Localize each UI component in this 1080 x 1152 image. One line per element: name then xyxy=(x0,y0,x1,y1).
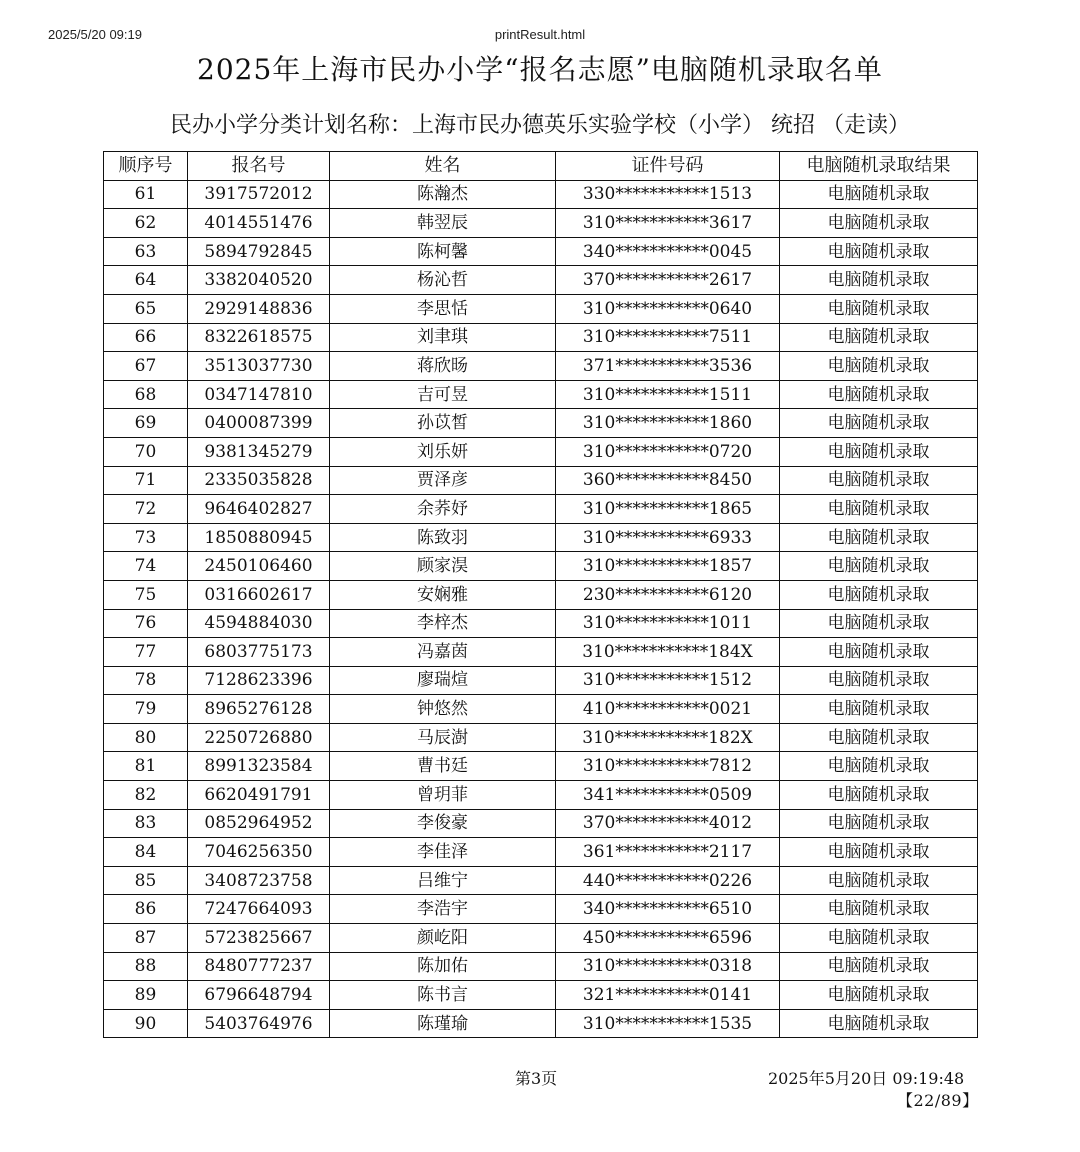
cell-sequence: 70 xyxy=(104,437,188,466)
cell-registration-number: 3408723758 xyxy=(188,866,330,895)
table-row xyxy=(104,209,978,238)
cell-id-number: 330***********1513 xyxy=(556,180,780,209)
cell-id-number: 370***********2617 xyxy=(556,266,780,295)
admission-table xyxy=(103,151,978,1038)
cell-registration-number: 7046256350 xyxy=(188,838,330,867)
table-row xyxy=(104,981,978,1010)
cell-name: 陈柯馨 xyxy=(330,237,556,266)
cell-id-number: 340***********6510 xyxy=(556,895,780,924)
cell-registration-number: 2450106460 xyxy=(188,552,330,581)
table-row xyxy=(104,866,978,895)
cell-registration-number: 0852964952 xyxy=(188,809,330,838)
cell-name: 李梓杰 xyxy=(330,609,556,638)
print-filename: printResult.html xyxy=(494,27,586,42)
cell-registration-number: 2250726880 xyxy=(188,723,330,752)
cell-id-number: 310***********1860 xyxy=(556,409,780,438)
cell-id-number: 310***********1865 xyxy=(556,495,780,524)
cell-registration-number: 2929148836 xyxy=(188,294,330,323)
cell-name: 韩翌辰 xyxy=(330,209,556,238)
table-row xyxy=(104,809,978,838)
cell-registration-number: 8965276128 xyxy=(188,695,330,724)
cell-result: 电脑随机录取 xyxy=(780,1009,978,1038)
cell-sequence: 77 xyxy=(104,638,188,667)
cell-id-number: 310***********1857 xyxy=(556,552,780,581)
generated-timestamp: 2025年5月20日 09:19:48 xyxy=(768,1069,965,1088)
cell-name: 贾泽彦 xyxy=(330,466,556,495)
cell-sequence: 79 xyxy=(104,695,188,724)
cell-registration-number: 6803775173 xyxy=(188,638,330,667)
cell-registration-number: 5894792845 xyxy=(188,237,330,266)
table-row xyxy=(104,466,978,495)
cell-sequence: 78 xyxy=(104,666,188,695)
cell-id-number: 310***********182X xyxy=(556,723,780,752)
cell-name: 曹书廷 xyxy=(330,752,556,781)
table-row xyxy=(104,924,978,953)
cell-id-number: 360***********8450 xyxy=(556,466,780,495)
cell-result: 电脑随机录取 xyxy=(780,866,978,895)
cell-sequence: 65 xyxy=(104,294,188,323)
table-row xyxy=(104,609,978,638)
table-row xyxy=(104,723,978,752)
table-row xyxy=(104,294,978,323)
document-count: 【22/89】 xyxy=(897,1091,979,1110)
cell-id-number: 310***********1511 xyxy=(556,380,780,409)
cell-sequence: 64 xyxy=(104,266,188,295)
cell-result: 电脑随机录取 xyxy=(780,209,978,238)
header-result: 电脑随机录取结果 xyxy=(780,152,978,181)
cell-name: 陈书言 xyxy=(330,981,556,1010)
cell-name: 蒋欣旸 xyxy=(330,352,556,381)
cell-result: 电脑随机录取 xyxy=(780,952,978,981)
cell-id-number: 310***********1535 xyxy=(556,1009,780,1038)
cell-id-number: 310***********6933 xyxy=(556,523,780,552)
cell-sequence: 86 xyxy=(104,895,188,924)
cell-name: 李俊豪 xyxy=(330,809,556,838)
cell-name: 吕维宁 xyxy=(330,866,556,895)
cell-name: 冯嘉茵 xyxy=(330,638,556,667)
cell-name: 安娴雅 xyxy=(330,580,556,609)
table-row xyxy=(104,695,978,724)
cell-registration-number: 0347147810 xyxy=(188,380,330,409)
cell-name: 吉可昱 xyxy=(330,380,556,409)
cell-id-number: 310***********1011 xyxy=(556,609,780,638)
cell-result: 电脑随机录取 xyxy=(780,523,978,552)
cell-result: 电脑随机录取 xyxy=(780,638,978,667)
cell-id-number: 410***********0021 xyxy=(556,695,780,724)
cell-registration-number: 5403764976 xyxy=(188,1009,330,1038)
cell-id-number: 310***********7812 xyxy=(556,752,780,781)
cell-registration-number: 1850880945 xyxy=(188,523,330,552)
cell-registration-number: 2335035828 xyxy=(188,466,330,495)
cell-result: 电脑随机录取 xyxy=(780,380,978,409)
cell-result: 电脑随机录取 xyxy=(780,437,978,466)
table-row xyxy=(104,838,978,867)
document-title: 2025年上海市民办小学“报名志愿”电脑随机录取名单 xyxy=(197,53,883,86)
cell-registration-number: 0400087399 xyxy=(188,409,330,438)
cell-registration-number: 3513037730 xyxy=(188,352,330,381)
cell-registration-number: 8322618575 xyxy=(188,323,330,352)
header-id-number: 证件号码 xyxy=(556,152,780,181)
table-row xyxy=(104,952,978,981)
cell-result: 电脑随机录取 xyxy=(780,323,978,352)
table-row xyxy=(104,323,978,352)
print-date: 2025/5/20 09:19 xyxy=(48,27,142,42)
table-row xyxy=(104,495,978,524)
cell-name: 李佳泽 xyxy=(330,838,556,867)
cell-registration-number: 3382040520 xyxy=(188,266,330,295)
cell-name: 李浩宇 xyxy=(330,895,556,924)
cell-sequence: 61 xyxy=(104,180,188,209)
cell-result: 电脑随机录取 xyxy=(780,752,978,781)
cell-id-number: 310***********1512 xyxy=(556,666,780,695)
cell-name: 刘聿琪 xyxy=(330,323,556,352)
table-row xyxy=(104,437,978,466)
cell-sequence: 85 xyxy=(104,866,188,895)
cell-sequence: 75 xyxy=(104,580,188,609)
cell-id-number: 310***********7511 xyxy=(556,323,780,352)
cell-id-number: 321***********0141 xyxy=(556,981,780,1010)
cell-result: 电脑随机录取 xyxy=(780,695,978,724)
cell-result: 电脑随机录取 xyxy=(780,580,978,609)
cell-registration-number: 4594884030 xyxy=(188,609,330,638)
cell-name: 李思恬 xyxy=(330,294,556,323)
cell-registration-number: 3917572012 xyxy=(188,180,330,209)
table-row xyxy=(104,237,978,266)
cell-registration-number: 9646402827 xyxy=(188,495,330,524)
cell-result: 电脑随机录取 xyxy=(780,838,978,867)
table-header-row xyxy=(104,152,978,181)
cell-id-number: 310***********184X xyxy=(556,638,780,667)
cell-sequence: 82 xyxy=(104,781,188,810)
cell-sequence: 74 xyxy=(104,552,188,581)
cell-result: 电脑随机录取 xyxy=(780,180,978,209)
table-body xyxy=(104,180,978,1038)
cell-sequence: 87 xyxy=(104,924,188,953)
cell-sequence: 80 xyxy=(104,723,188,752)
table-row xyxy=(104,266,978,295)
cell-sequence: 72 xyxy=(104,495,188,524)
table-row xyxy=(104,666,978,695)
cell-sequence: 76 xyxy=(104,609,188,638)
cell-registration-number: 9381345279 xyxy=(188,437,330,466)
table-row xyxy=(104,1009,978,1038)
cell-sequence: 62 xyxy=(104,209,188,238)
cell-id-number: 310***********0720 xyxy=(556,437,780,466)
table-row xyxy=(104,523,978,552)
header-registration-number: 报名号 xyxy=(188,152,330,181)
cell-id-number: 310***********0640 xyxy=(556,294,780,323)
cell-result: 电脑随机录取 xyxy=(780,609,978,638)
cell-registration-number: 6796648794 xyxy=(188,981,330,1010)
cell-name: 顾家淏 xyxy=(330,552,556,581)
table-row xyxy=(104,580,978,609)
page-number: 第3页 xyxy=(515,1069,558,1088)
cell-id-number: 440***********0226 xyxy=(556,866,780,895)
table-row xyxy=(104,895,978,924)
cell-registration-number: 5723825667 xyxy=(188,924,330,953)
cell-registration-number: 4014551476 xyxy=(188,209,330,238)
cell-result: 电脑随机录取 xyxy=(780,352,978,381)
cell-result: 电脑随机录取 xyxy=(780,237,978,266)
cell-id-number: 450***********6596 xyxy=(556,924,780,953)
table-row xyxy=(104,380,978,409)
table-row xyxy=(104,638,978,667)
cell-registration-number: 7128623396 xyxy=(188,666,330,695)
header-sequence: 顺序号 xyxy=(104,152,188,181)
cell-registration-number: 6620491791 xyxy=(188,781,330,810)
cell-name: 廖瑞煊 xyxy=(330,666,556,695)
cell-result: 电脑随机录取 xyxy=(780,895,978,924)
cell-name: 孙苡皙 xyxy=(330,409,556,438)
cell-sequence: 83 xyxy=(104,809,188,838)
cell-sequence: 71 xyxy=(104,466,188,495)
cell-id-number: 230***********6120 xyxy=(556,580,780,609)
table-row xyxy=(104,352,978,381)
cell-name: 曾玥菲 xyxy=(330,781,556,810)
cell-name: 颜屹阳 xyxy=(330,924,556,953)
cell-result: 电脑随机录取 xyxy=(780,409,978,438)
table-row xyxy=(104,180,978,209)
cell-id-number: 371***********3536 xyxy=(556,352,780,381)
cell-result: 电脑随机录取 xyxy=(780,666,978,695)
cell-id-number: 310***********3617 xyxy=(556,209,780,238)
cell-sequence: 66 xyxy=(104,323,188,352)
cell-sequence: 90 xyxy=(104,1009,188,1038)
cell-result: 电脑随机录取 xyxy=(780,294,978,323)
cell-result: 电脑随机录取 xyxy=(780,495,978,524)
cell-registration-number: 8480777237 xyxy=(188,952,330,981)
cell-id-number: 370***********4012 xyxy=(556,809,780,838)
cell-id-number: 310***********0318 xyxy=(556,952,780,981)
cell-sequence: 84 xyxy=(104,838,188,867)
cell-result: 电脑随机录取 xyxy=(780,266,978,295)
cell-result: 电脑随机录取 xyxy=(780,723,978,752)
cell-result: 电脑随机录取 xyxy=(780,924,978,953)
cell-sequence: 81 xyxy=(104,752,188,781)
cell-id-number: 340***********0045 xyxy=(556,237,780,266)
table-row xyxy=(104,781,978,810)
cell-sequence: 88 xyxy=(104,952,188,981)
cell-name: 陈瑾瑜 xyxy=(330,1009,556,1038)
table-row xyxy=(104,409,978,438)
cell-name: 马辰澍 xyxy=(330,723,556,752)
table-row xyxy=(104,552,978,581)
cell-name: 陈瀚杰 xyxy=(330,180,556,209)
cell-sequence: 63 xyxy=(104,237,188,266)
cell-sequence: 73 xyxy=(104,523,188,552)
table-row xyxy=(104,752,978,781)
cell-name: 陈加佑 xyxy=(330,952,556,981)
cell-name: 余荞妤 xyxy=(330,495,556,524)
cell-registration-number: 8991323584 xyxy=(188,752,330,781)
plan-name-subtitle: 民办小学分类计划名称：上海市民办德英乐实验学校（小学） 统招 （走读） xyxy=(170,113,910,138)
cell-registration-number: 0316602617 xyxy=(188,580,330,609)
cell-name: 杨沁哲 xyxy=(330,266,556,295)
cell-name: 陈致羽 xyxy=(330,523,556,552)
cell-result: 电脑随机录取 xyxy=(780,809,978,838)
cell-name: 钟悠然 xyxy=(330,695,556,724)
cell-id-number: 361***********2117 xyxy=(556,838,780,867)
cell-result: 电脑随机录取 xyxy=(780,552,978,581)
cell-result: 电脑随机录取 xyxy=(780,781,978,810)
header-name: 姓名 xyxy=(330,152,556,181)
cell-sequence: 68 xyxy=(104,380,188,409)
cell-result: 电脑随机录取 xyxy=(780,466,978,495)
cell-result: 电脑随机录取 xyxy=(780,981,978,1010)
cell-registration-number: 7247664093 xyxy=(188,895,330,924)
cell-sequence: 69 xyxy=(104,409,188,438)
cell-sequence: 67 xyxy=(104,352,188,381)
cell-sequence: 89 xyxy=(104,981,188,1010)
cell-id-number: 341***********0509 xyxy=(556,781,780,810)
cell-name: 刘乐妍 xyxy=(330,437,556,466)
